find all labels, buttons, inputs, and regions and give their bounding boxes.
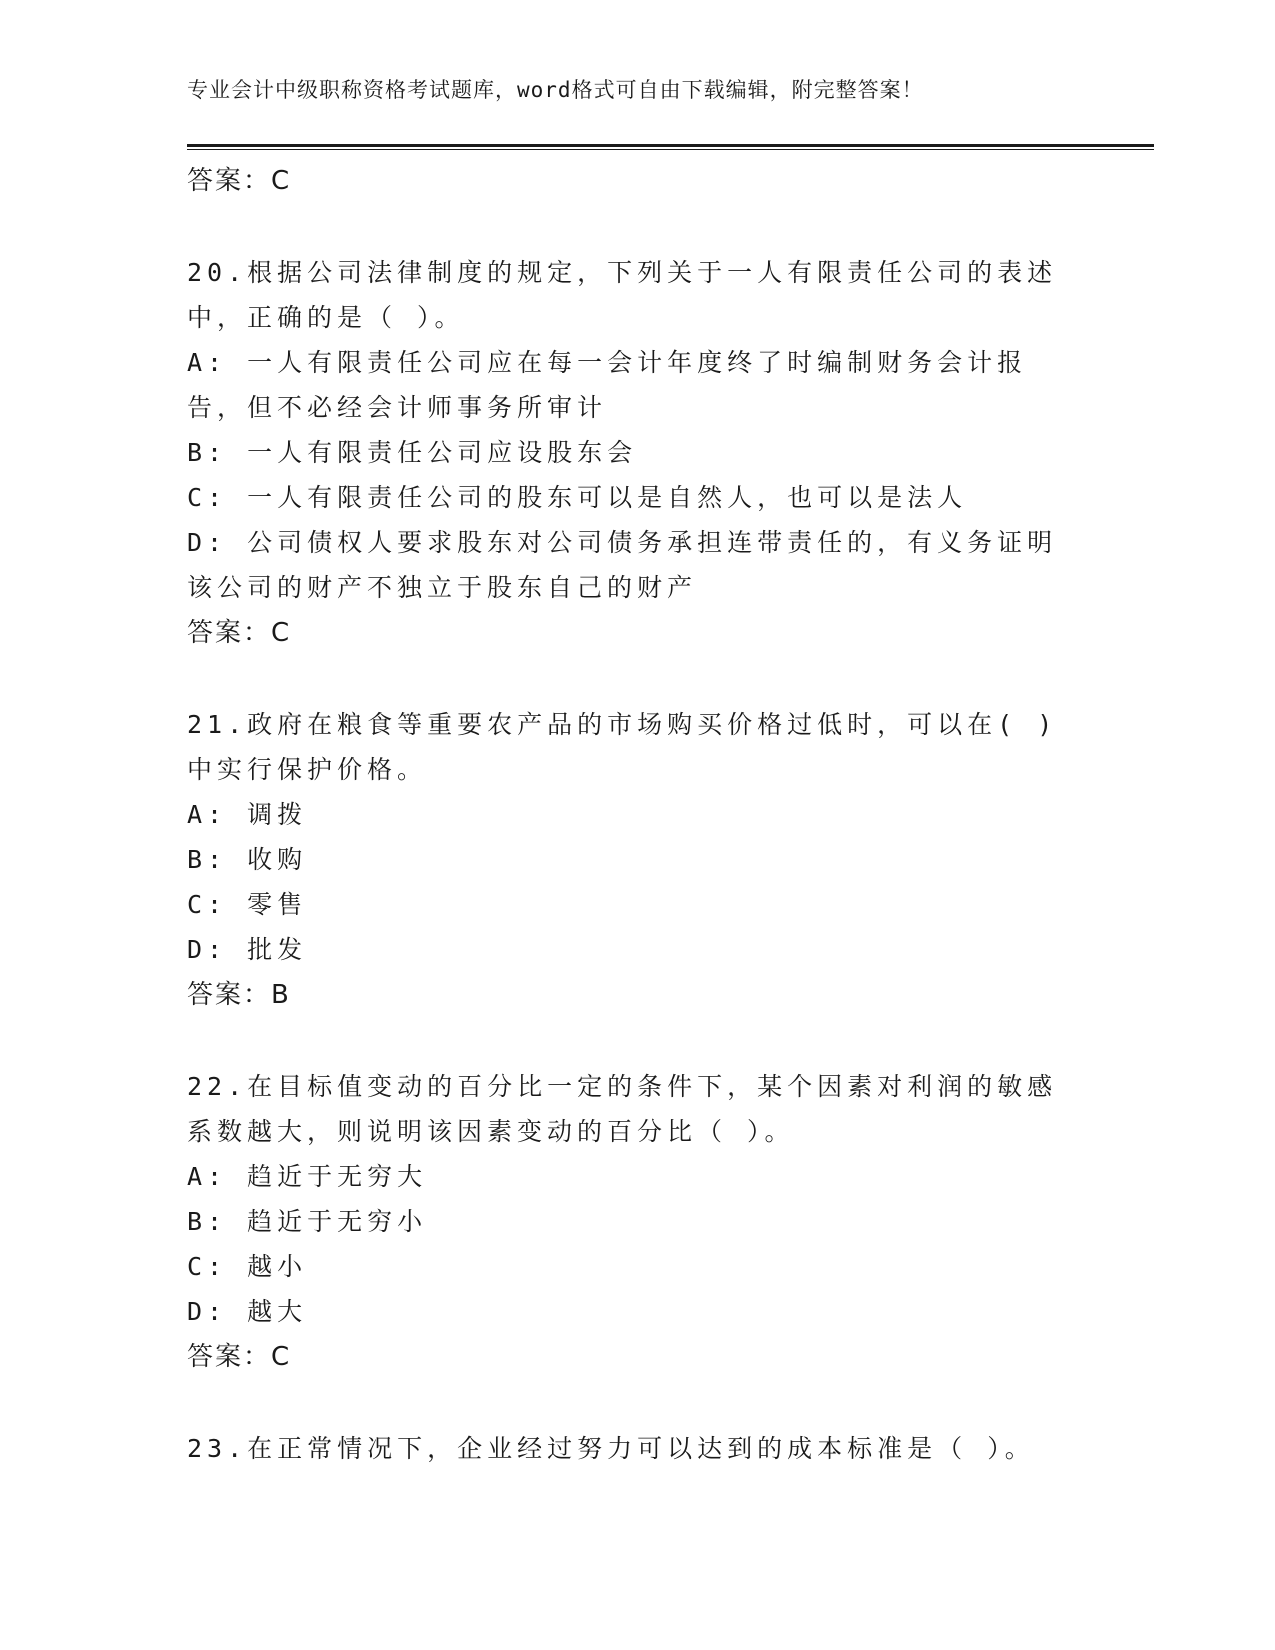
question-stem: 21.政府在粮食等重要农产品的市场购买价格过低时，可以在( )中实行保护价格。: [187, 710, 1058, 784]
answer-line: 答案：B: [187, 980, 291, 1010]
question-stem: 20.根据公司法律制度的规定，下列关于一人有限责任公司的表述中，正确的是（ ）。: [187, 258, 1058, 332]
header-rule-thick: [187, 144, 1154, 147]
option-d: D: 批发: [187, 935, 308, 964]
option-c: C: 一人有限责任公司的股东可以是自然人，也可以是法人: [187, 483, 968, 512]
option-c: C: 越小: [187, 1252, 308, 1281]
question-block: [187, 702, 1087, 1018]
option-a: A: 调拨: [187, 800, 308, 829]
question-block: [187, 250, 1087, 656]
answer-line: 答案：C: [187, 1342, 292, 1372]
option-b: B: 趋近于无穷小: [187, 1207, 428, 1236]
question-stem: 23.在正常情况下，企业经过努力可以达到的成本标准是（ ）。: [187, 1434, 1035, 1463]
answer-line: 答案：C: [187, 618, 292, 648]
question-block: [187, 1064, 1087, 1380]
question-content: [187, 158, 1087, 1471]
option-b: B: 一人有限责任公司应设股东会: [187, 438, 638, 467]
question-block: [187, 1426, 1087, 1471]
answer-line: 答案：C: [187, 166, 292, 196]
option-c: C: 零售: [187, 890, 308, 919]
question-stem: 22.在目标值变动的百分比一定的条件下，某个因素对利润的敏感系数越大，则说明该因素变动的百分比（ ）。: [187, 1072, 1058, 1146]
option-d: D: 越大: [187, 1297, 308, 1326]
header-rule-thin: [187, 149, 1154, 150]
document-header: 专业会计中级职称资格考试题库，word格式可自由下载编辑，附完整答案！: [187, 78, 924, 102]
option-a: A: 一人有限责任公司应在每一会计年度终了时编制财务会计报告，但不必经会计师事务所审计: [187, 348, 1028, 422]
option-b: B: 收购: [187, 845, 308, 874]
option-d: D: 公司债权人要求股东对公司债务承担连带责任的，有义务证明该公司的财产不独立于股东自己的财产: [187, 528, 1058, 602]
option-a: A: 趋近于无穷大: [187, 1162, 428, 1191]
